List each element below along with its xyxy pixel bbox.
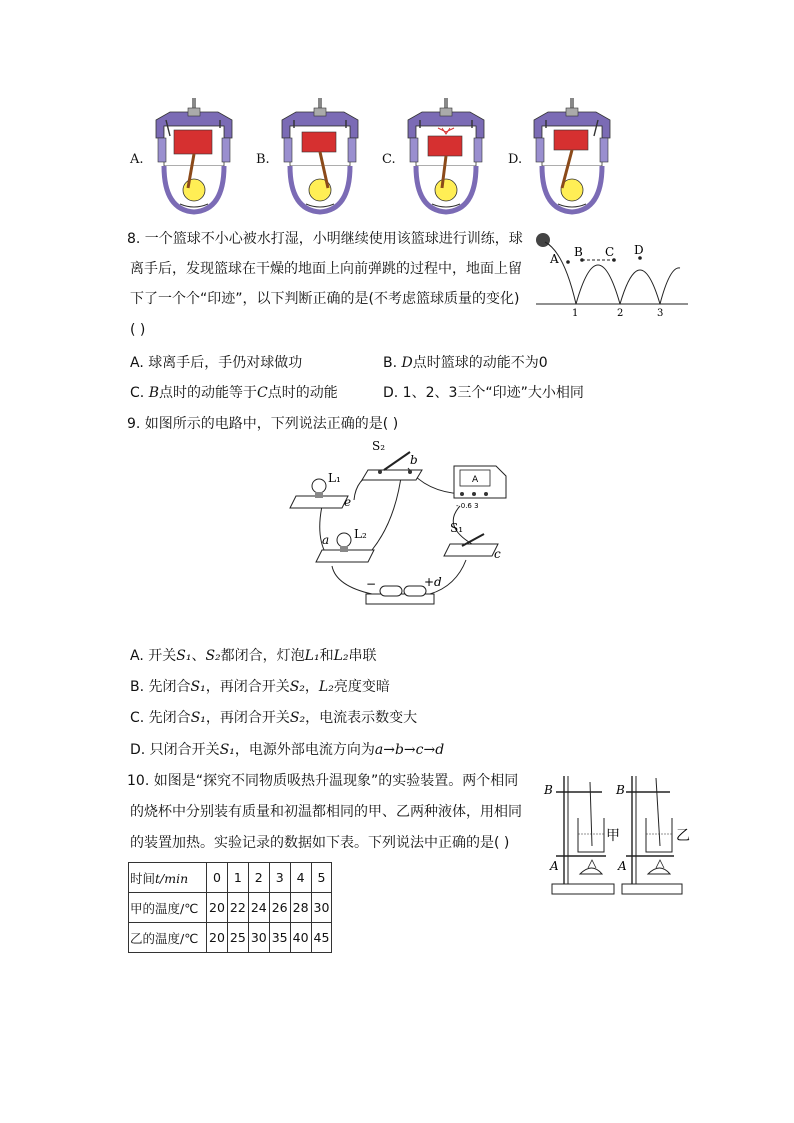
circuit-ammeter-label: A <box>472 475 479 485</box>
table-cell: 30 <box>248 923 269 953</box>
heating-apparatus-figure <box>542 772 694 898</box>
table-cell: 5 <box>311 863 332 893</box>
q8-stem-line2: 离手后，发现篮球在干燥的地面上向前弹跳的过程中，地面上留 <box>130 261 522 277</box>
engine-diagram-c <box>402 98 490 220</box>
q9-a-t8: 串联 <box>348 648 377 664</box>
table-cell: 26 <box>269 893 290 923</box>
q9-a-t6: 和 <box>319 648 334 664</box>
q8-option-b-prefix: B. <box>383 355 402 371</box>
q9-b-t6: 亮度变暗 <box>333 679 390 695</box>
circuit-label-l1: L₁ <box>328 471 341 485</box>
basketball-bounce-figure <box>530 228 692 320</box>
table-cell: 45 <box>311 923 332 953</box>
bounce-label-a: A <box>550 252 559 266</box>
q9-d-t0: D. 只闭合开关 <box>130 742 220 758</box>
circuit-label-d: d <box>434 575 442 589</box>
q9-b-v1: S₁ <box>190 679 206 695</box>
q9-a-v3: S₂ <box>205 648 221 664</box>
table-header-yi: 乙的温度/℃ <box>129 923 207 953</box>
table-cell: 24 <box>248 893 269 923</box>
circuit-diagram <box>286 436 512 608</box>
table-cell: 28 <box>290 893 311 923</box>
bounce-label-c: C <box>605 245 615 259</box>
q9-d-v3: a→b→c→d <box>374 742 445 758</box>
q9-b-t2: ，再闭合开关 <box>205 679 290 695</box>
circuit-label-a: a <box>322 533 330 547</box>
bounce-label-d: D <box>634 243 644 257</box>
apparatus-label-yi: 乙 <box>676 828 690 844</box>
table-row <box>129 893 332 923</box>
apparatus-label-a-right: A <box>618 859 627 873</box>
q8-option-b[interactable] <box>383 353 548 373</box>
q9-b-v3: S₂ <box>289 679 305 695</box>
q8-option-a[interactable]: A. 球离手后，手仍对球做功 <box>130 355 303 371</box>
table-cell: 30 <box>311 893 332 923</box>
apparatus-label-b-left: B <box>544 783 553 797</box>
q9-option-d[interactable] <box>130 740 444 760</box>
q9-c-t0: C. 先闭合 <box>130 710 191 726</box>
circuit-label-e: e <box>344 495 352 509</box>
table-header-jia: 甲的温度/℃ <box>129 893 207 923</box>
q8-stem-line3: 下了一个个“印迹”，以下判断正确的是(不考虑篮球质量的变化) <box>130 291 520 307</box>
q8-option-c-var2: C <box>256 385 268 401</box>
q9-a-t0: A. 开关 <box>130 648 177 664</box>
table-cell: 20 <box>207 893 228 923</box>
bounce-point-1: 1 <box>572 308 579 319</box>
q9-c-v1: S₁ <box>190 710 206 726</box>
circuit-ammeter-scale: - 0.6 3 <box>456 502 479 510</box>
q9-option-c[interactable] <box>130 708 417 728</box>
bounce-point-3: 3 <box>657 308 664 319</box>
q9-b-t0: B. 先闭合 <box>130 679 191 695</box>
circuit-label-s2: S₂ <box>372 439 386 453</box>
engine-diagram-d <box>528 98 616 220</box>
q9-a-t2: 、 <box>191 648 206 664</box>
q8-option-c[interactable] <box>130 383 338 403</box>
q10-stem-line1: 10. 如图是“探究不同物质吸热升温现象”的实验装置。两个相同 <box>127 773 519 789</box>
q9-a-v1: S₁ <box>176 648 192 664</box>
table-cell: 0 <box>207 863 228 893</box>
bounce-point-2: 2 <box>617 308 624 319</box>
table-cell: 20 <box>207 923 228 953</box>
q9-c-t4: ，电流表示数变大 <box>305 710 418 726</box>
q8-answer-paren: ( ) <box>130 322 146 338</box>
table-cell: 40 <box>290 923 311 953</box>
q8-stem-line1: 8. 一个篮球不小心被水打湿，小明继续使用该篮球进行训练，球 <box>127 231 523 247</box>
table-header-time <box>129 863 207 893</box>
q8-option-b-var: D <box>401 355 413 371</box>
circuit-label-plus: + <box>424 575 435 589</box>
q9-a-t4: 都闭合，灯泡 <box>220 648 305 664</box>
q8-option-c-mid: 点时的动能等于 <box>158 385 257 401</box>
q9-a-v5: L₁ <box>304 648 320 664</box>
q9-d-t2: ，电源外部电流方向为 <box>234 742 375 758</box>
q8-option-d[interactable]: D. 1、2、3三个“印迹”大小相同 <box>383 385 584 401</box>
table-row <box>129 863 332 893</box>
circuit-label-c: c <box>494 547 501 561</box>
engine-diagram-a <box>150 98 238 220</box>
table-cell: 1 <box>227 863 248 893</box>
q9-option-b[interactable] <box>130 677 390 697</box>
table-cell: 2 <box>248 863 269 893</box>
table-cell: 35 <box>269 923 290 953</box>
table-row <box>129 923 332 953</box>
q10-stem-line2: 的烧杯中分别装有质量和初温都相同的甲、乙两种液体，用相同 <box>130 804 522 820</box>
q9-stem: 9. 如图所示的电路中，下列说法正确的是( ) <box>127 416 399 432</box>
table-cell: 22 <box>227 893 248 923</box>
table-cell: 25 <box>227 923 248 953</box>
q8-option-b-text: 点时篮球的动能不为0 <box>412 355 548 371</box>
q10-data-table <box>128 862 332 953</box>
apparatus-label-jia: 甲 <box>606 828 620 844</box>
q9-c-t2: ，再闭合开关 <box>205 710 290 726</box>
time-label: 时间 <box>130 870 156 886</box>
q9-c-v3: S₂ <box>289 710 306 726</box>
q9-b-v5: L₂ <box>318 679 334 695</box>
q9-d-v1: S₁ <box>219 742 235 758</box>
apparatus-label-b-right: B <box>616 783 625 797</box>
engine-diagram-b <box>276 98 364 220</box>
time-unit: t/min <box>155 870 189 886</box>
q7-option-b-label[interactable]: B. <box>256 152 270 167</box>
circuit-label-minus: − <box>366 577 377 591</box>
table-cell: 3 <box>269 863 290 893</box>
q10-stem-line3: 的装置加热。实验记录的数据如下表。下列说法中正确的是( ) <box>130 835 510 851</box>
q8-option-c-prefix: C. <box>130 385 149 401</box>
circuit-label-s1: S₁ <box>450 521 464 535</box>
circuit-label-b: b <box>410 453 418 467</box>
circuit-label-l2: L₂ <box>354 527 367 541</box>
apparatus-label-a-left: A <box>550 859 559 873</box>
q9-b-t4: ， <box>304 679 319 695</box>
q8-option-c-text: 点时的动能 <box>267 385 338 401</box>
q8-option-c-var1: B <box>148 385 159 401</box>
table-cell: 4 <box>290 863 311 893</box>
q7-option-d-label: D. <box>508 152 523 167</box>
bounce-label-b: B <box>574 245 583 259</box>
q7-option-c-label[interactable]: C. <box>382 152 396 167</box>
q9-option-a[interactable] <box>130 646 376 666</box>
q9-a-v7: L₂ <box>333 648 349 664</box>
q7-option-a-label[interactable]: A. <box>130 152 144 167</box>
